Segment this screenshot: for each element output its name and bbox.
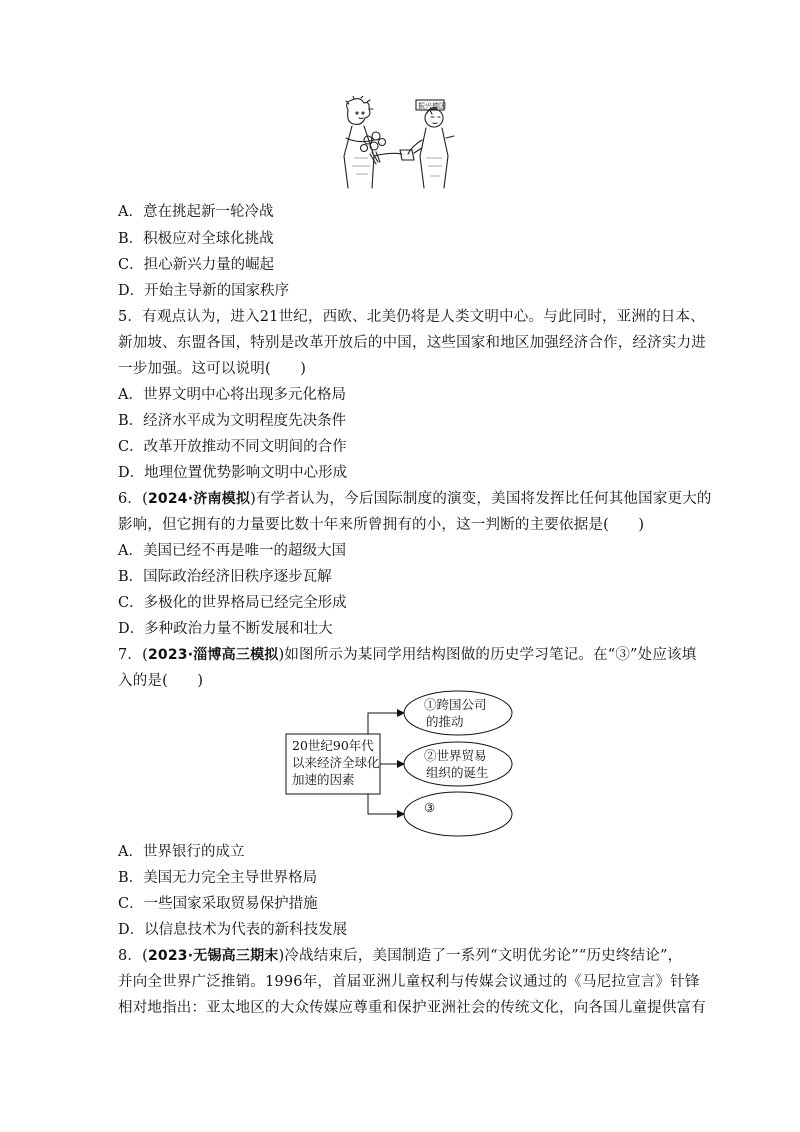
diagram-node-3-line-1: ③ — [424, 800, 436, 815]
q4-option-b: B．积极应对全球化挑战 — [118, 231, 274, 247]
q4-option-d: D．开始主导新的国家秩序 — [118, 283, 290, 299]
q5-stem-line-3: 一步加强。这可以说明( ) — [118, 361, 307, 377]
diagram-arrow-3 — [368, 794, 404, 814]
q6-option-a: A．美国已经不再是唯一的超级大国 — [118, 543, 346, 559]
q5-stem-line-2: 新加坡、东盟各国，特别是改革开放后的中国，这些国家和地区加强经济合作，经济实力进 — [118, 335, 706, 351]
diagram-center-line-2: 以来经济全球化 — [292, 755, 380, 770]
q8-stem-rest: )冷战结束后，美国制造了一系列“文明优劣论”“历史终结论”， — [278, 948, 683, 964]
q7-stem-rest: )如图所示为某同学用结构图做的历史学习笔记。在“③”处应该填 — [278, 647, 697, 663]
diagram-node-2-line-2: 组织的诞生 — [426, 765, 489, 780]
q6-source: 2024·济南模拟 — [147, 491, 251, 507]
q4-option-c: C．担心新兴力量的崛起 — [118, 257, 275, 273]
q5-stem-line-1: 5．有观点认为，进入21世纪，西欧、北美仍将是人类文明中心。与此同时，亚洲的日本、 — [118, 309, 705, 325]
diagram-node-2-line-1: ②世界贸易 — [424, 748, 487, 763]
structure-diagram — [280, 688, 520, 840]
q6-number: 6．( — [118, 491, 148, 507]
q8-stem-line-2: 并向全世界广泛推销。1996年，首届亚洲儿童权利与传媒会议通过的《马尼拉宣言》针锋 — [118, 974, 700, 990]
q6-option-d: D．多种政治力量不断发展和壮大 — [118, 621, 333, 637]
q5-option-d: D．地理位置优势影响文明中心形成 — [118, 465, 348, 481]
cartoon-sign-text: 振兴德国 — [418, 102, 446, 110]
q6-stem-rest: )有学者认为，今后国际制度的演变，美国将发挥比任何其他国家更大的 — [250, 491, 712, 507]
diagram-node-3 — [404, 792, 512, 836]
diagram-node-1-line-1: ①跨国公司 — [424, 697, 487, 712]
q6-option-c: C．多极化的世界格局已经完全形成 — [118, 595, 347, 611]
q5-option-a: A．世界文明中心将出现多元化格局 — [118, 387, 346, 403]
q4-option-a: A．意在挑起新一轮冷战 — [118, 204, 274, 220]
q7-source: 2023·淄博高三模拟 — [147, 647, 279, 663]
diagram-center-line-1: 20世纪90年代 — [292, 738, 374, 753]
diagram-node-1-line-2: 的推动 — [426, 714, 464, 729]
diagram-center-line-3: 加速的因素 — [292, 772, 355, 787]
q7-stem-line-2: 入的是( ) — [118, 673, 204, 689]
q8-stem-line-3: 相对地指出：亚太地区的大众传媒应尊重和保护亚洲社会的传统文化，向各国儿童提供富有 — [118, 1000, 706, 1016]
q7-option-a: A．世界银行的成立 — [118, 844, 245, 860]
q8-number: 8．( — [118, 948, 148, 964]
q8-source: 2023·无锡高三期末 — [147, 948, 279, 964]
q7-option-d: D．以信息技术为代表的新科技发展 — [118, 922, 348, 938]
q6-stem-line-2: 影响，但它拥有的力量要比数十年来所曾拥有的小，这一判断的主要依据是( ) — [118, 517, 645, 533]
q6-option-b: B．国际政治经济旧秩序逐步瓦解 — [118, 569, 332, 585]
diagram-arrow-1 — [368, 713, 404, 734]
q5-option-c: C．改革开放推动不同文明间的合作 — [118, 439, 347, 455]
q7-option-c: C．一些国家采取贸易保护措施 — [118, 896, 318, 912]
q6-stem-line-1 — [118, 489, 712, 509]
q7-stem-line-1 — [118, 645, 696, 665]
q8-stem-line-1 — [118, 946, 682, 966]
political-cartoon-image — [334, 96, 462, 194]
q7-number: 7．( — [118, 647, 148, 663]
q7-option-b: B．美国无力完全主导世界格局 — [118, 870, 318, 886]
q5-option-b: B．经济水平成为文明程度先决条件 — [118, 413, 347, 429]
